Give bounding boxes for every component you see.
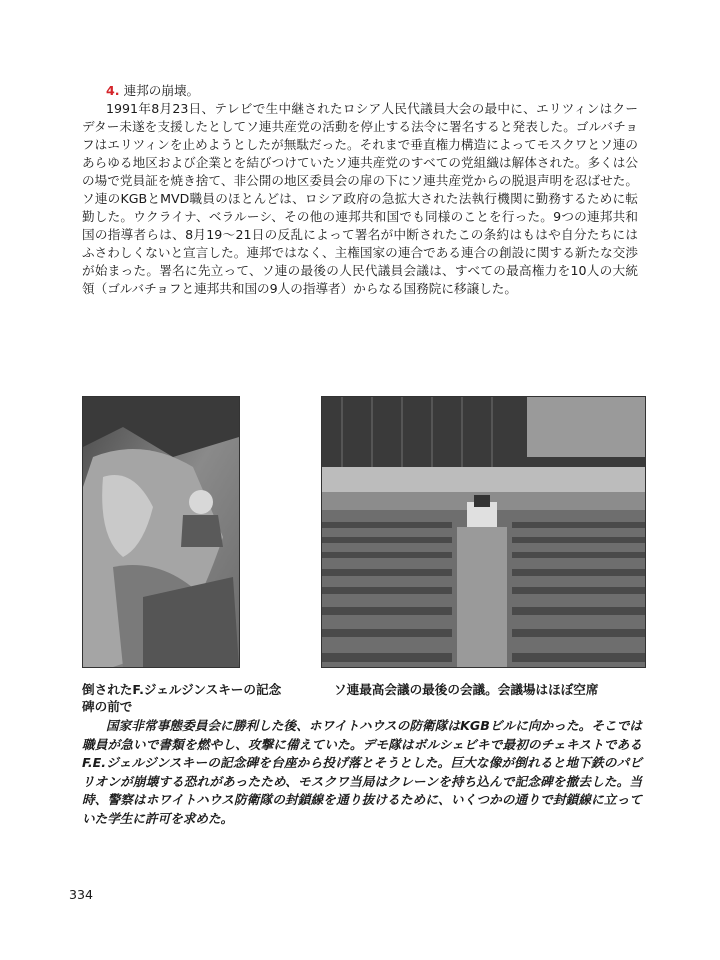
section-title: 連邦の崩壊。 xyxy=(123,83,200,98)
section-number: 4. xyxy=(106,83,120,98)
figure-caption-assembly: ソ連最高会議の最後の会議。会議場はほぼ空席 xyxy=(334,682,599,697)
page-number: 334 xyxy=(69,887,94,902)
assembly-hall-photo xyxy=(321,396,646,668)
section-body: 1991年8月23日、テレビで生中継されたロシア人民代議員大会の最中に、エリツィンはクーデター未遂を支援したとしてソ連共産党の活動を停止する法令に署名すると発表した。ゴルバチョフはエリツィンを止めようとしたが無駄だった。それまで垂直権力構造によってモスクワとソ連のあらゆる地区および企業とを結びつけていたソ連共産党のすべての党組織は解体された。多くは公の場で党員証を焼き捨て、非公開の地区委員会の扉の下にソ連共産党からの脱退声明を忍ばせた。ソ連のKGBとMVD職員のほとんどは、ロシア政府の急拡大された法執行機関に勤務するために転勤した。ウクライナ、ベラルーシ、その他の連邦共和国でも同様のことを行った。9つの連邦共和国の指導者らは、8月19～21日の反乱によって署名が中断されたこの条約はもはや自分たちにはふさわしくないと宣言した。連邦ではなく、主権国家の連合である連合の創設に関する新たな交渉が始まった。署名に先立って、ソ連の最後の人民代議員会議は、すべての最高権力を10人の大統領（ゴルバチョフと連邦共和国の9人の指導者）からなる国務院に移譲した。 xyxy=(82,101,638,296)
main-text-block xyxy=(82,82,638,298)
toppled-statue-photo xyxy=(82,396,240,668)
section-heading xyxy=(106,82,638,100)
photo-caption-body: 国家非常事態委員会に勝利した後、ホワイトハウスの防衛隊はKGBビルに向かった。そこでは職員が急いで書類を燃やし、攻撃に備えていた。デモ隊はボルシェビキで最初のチェキストであるF.E.ジェルジンスキーの記念碑を台座から投げ落とそうとした。巨大な像が倒れると地下鉄のパビリオンが崩壊する恐れがあったため、モスクワ当局はクレーンを持ち込んで記念碑を撤去した。当時、警察はホワイトハウス防衛隊の封鎖線を通り抜けるために、いくつかの通りで封鎖線に立っていた学生に許可を求めた。 xyxy=(82,718,642,826)
figure-caption-statue: 倒されたF.ジェルジンスキーの記念碑の前で xyxy=(82,682,282,714)
